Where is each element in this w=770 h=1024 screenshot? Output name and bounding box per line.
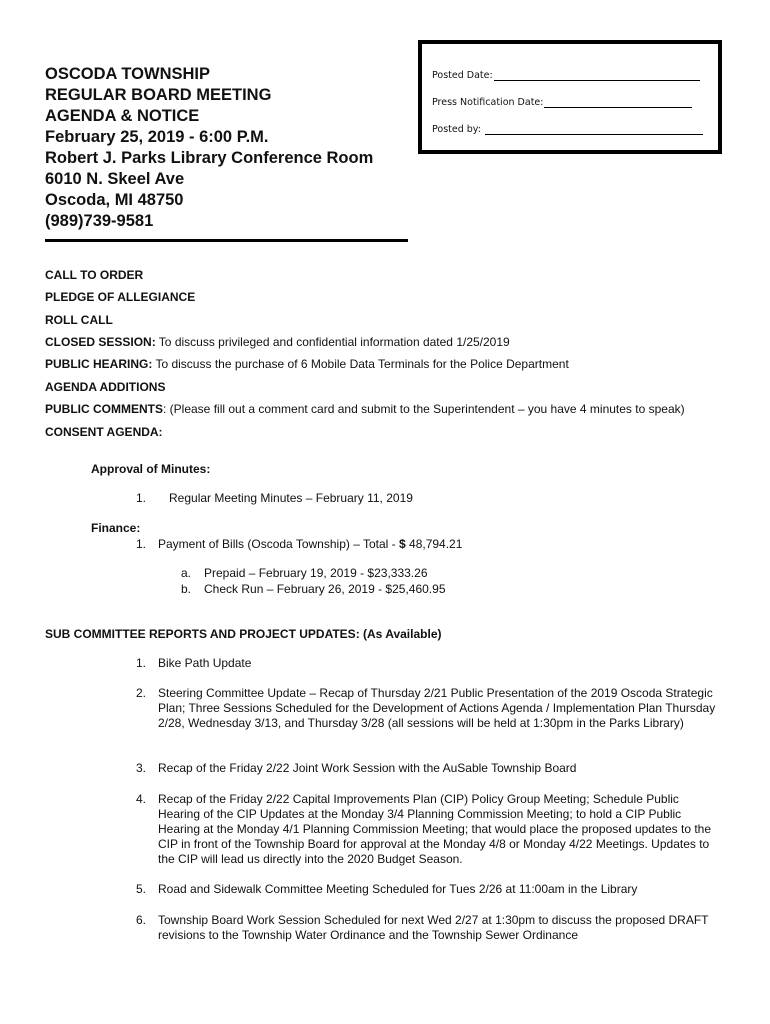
sub-item-number: 5.	[136, 882, 147, 896]
sub-committee-heading: SUB COMMITTEE REPORTS AND PROJECT UPDATES: (As Available)	[45, 627, 442, 641]
sub-item-cip-policy: Recap of the Friday 2/22 Capital Improvements Plan (CIP) Policy Group Meeting; Schedule Public Hearing of the CIP Updates at the Monday 3/4 Planning Commission Meeting; to hold a CIP Public Hearing at the Monday 4/1 Planning Commission Meeting; that would place the proposed updates to the CIP in front of the Township Board for approval at the Monday 4/8 or Monday 4/22 Meetings. Updates to the CIP will lead us directly into the 2020 Budget Season.	[158, 792, 712, 866]
sub-item-number: 1.	[136, 656, 147, 670]
finance-subitem-check-run: Check Run – February 26, 2019 - $25,460.95	[204, 582, 446, 596]
finance-heading: Finance:	[91, 521, 141, 535]
closed-session: CLOSED SESSION: To discuss privileged and confidential information dated 1/25/2019	[45, 335, 510, 349]
posted-date-row	[432, 70, 700, 81]
press-notification-row	[432, 97, 692, 108]
press-notification-blank	[544, 97, 692, 108]
sub-item-number: 3.	[136, 761, 147, 775]
public-comments: PUBLIC COMMENTS: (Please fill out a comment card and submit to the Superintendent – you have 4 minutes to speak)	[45, 402, 685, 416]
meeting-location: Robert J. Parks Library Conference Room	[45, 149, 374, 167]
posted-by-row	[432, 124, 703, 135]
sub-item-bike-path: Bike Path Update	[158, 656, 252, 670]
sub-item-joint-work-session: Recap of the Friday 2/22 Joint Work Session with the AuSable Township Board	[158, 761, 577, 775]
consent-agenda: CONSENT AGENDA:	[45, 425, 163, 439]
header-divider	[45, 239, 408, 242]
approval-item-number: 1.	[136, 491, 147, 505]
press-notification-label: Press Notification Date:	[432, 97, 544, 108]
roll-call: ROLL CALL	[45, 313, 113, 327]
approval-item-text: Regular Meeting Minutes – February 11, 2019	[169, 491, 413, 505]
meeting-date: February 25, 2019 - 6:00 P.M.	[45, 128, 269, 146]
approval-of-minutes-heading: Approval of Minutes:	[91, 462, 211, 476]
street-address: 6010 N. Skeel Ave	[45, 170, 185, 188]
finance-subitem-letter: b.	[181, 582, 192, 596]
posted-date-label: Posted Date:	[432, 70, 493, 81]
meeting-type: REGULAR BOARD MEETING	[45, 86, 272, 104]
township-name: OSCODA TOWNSHIP	[45, 65, 211, 83]
call-to-order: CALL TO ORDER	[45, 268, 144, 282]
finance-item-text: Payment of Bills (Oscoda Township) – Total - $ 48,794.21	[158, 537, 463, 551]
finance-subitem-letter: a.	[181, 566, 192, 580]
sub-item-road-sidewalk: Road and Sidewalk Committee Meeting Scheduled for Tues 2/26 at 11:00am in the Library	[158, 882, 638, 896]
city-state-zip: Oscoda, MI 48750	[45, 191, 184, 209]
sub-item-number: 2.	[136, 686, 147, 700]
sub-item-steering-committee: Steering Committee Update – Recap of Thursday 2/21 Public Presentation of the 2019 Oscoda Strategic Plan; Three Sessions Scheduled for the Development of Actions Agenda / Implementation Plan Thursday 2/28, Wednesday 3/13, and Thursday 3/28 (all sessions will be held at 1:30pm in the Parks Library)	[158, 686, 716, 730]
sub-item-work-session: Township Board Work Session Scheduled for next Wed 2/27 at 1:30pm to discuss the proposed DRAFT revisions to the Township Water Ordinance and the Township Sewer Ordinance	[158, 913, 709, 942]
posted-by-label: Posted by:	[432, 124, 481, 135]
public-hearing: PUBLIC HEARING: To discuss the purchase of 6 Mobile Data Terminals for the Police Department	[45, 357, 569, 371]
finance-item-number: 1.	[136, 537, 147, 551]
posting-box	[418, 40, 722, 154]
agenda-notice-title: AGENDA & NOTICE	[45, 107, 200, 125]
agenda-additions: AGENDA ADDITIONS	[45, 380, 166, 394]
pledge-of-allegiance: PLEDGE OF ALLEGIANCE	[45, 290, 196, 304]
sub-item-number: 6.	[136, 913, 147, 927]
posted-date-blank	[494, 70, 700, 81]
phone-number: (989)739-9581	[45, 212, 154, 230]
sub-item-number: 4.	[136, 792, 147, 806]
finance-subitem-prepaid: Prepaid – February 19, 2019 - $23,333.26	[204, 566, 428, 580]
posted-by-blank	[485, 124, 703, 135]
